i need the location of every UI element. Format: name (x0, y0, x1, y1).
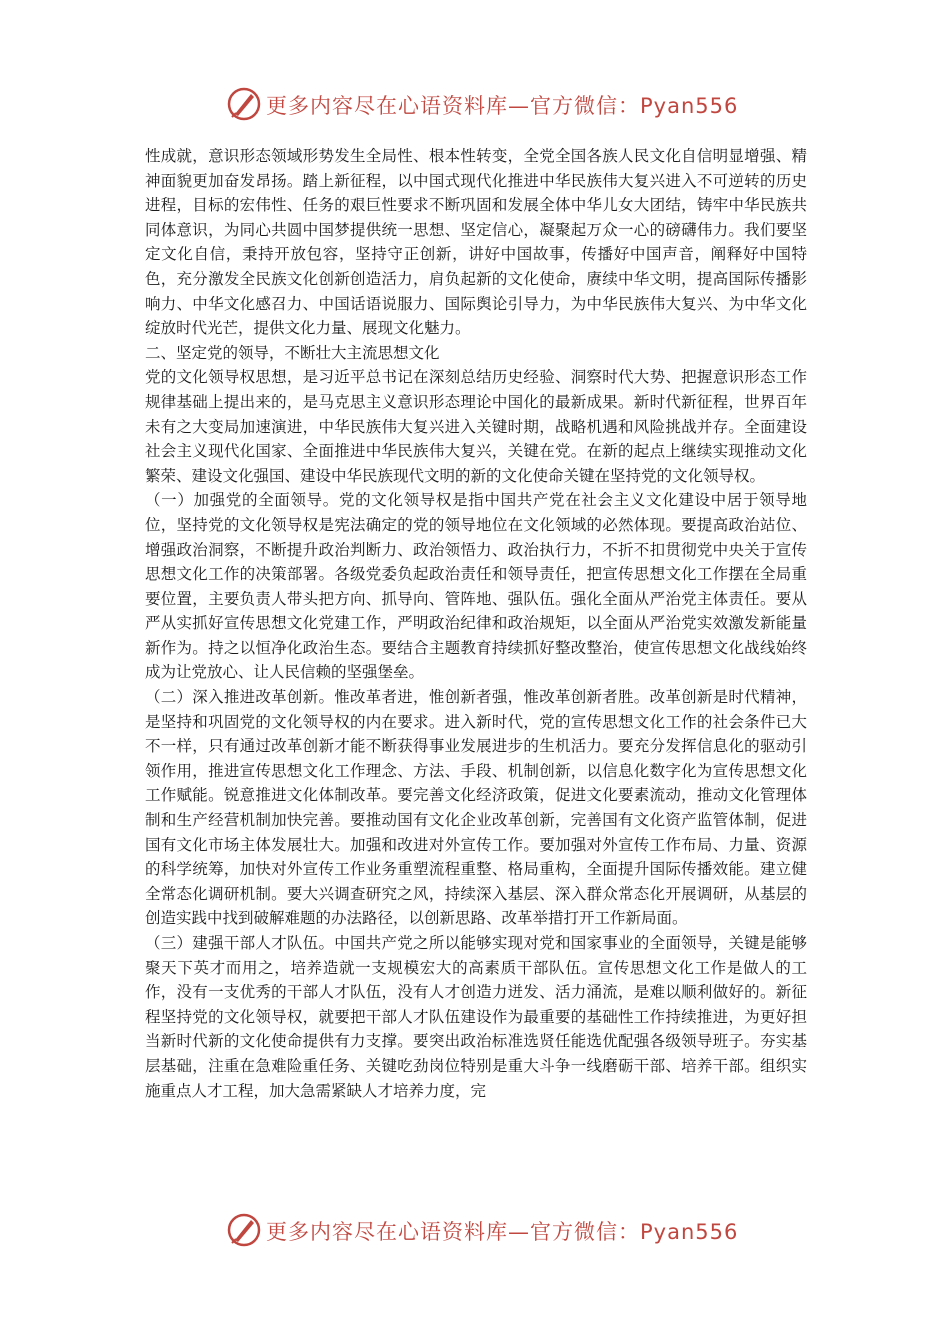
paragraph: 性成就，意识形态领域形势发生全局性、根本性转变，全党全国各族人民文化自信明显增强、精神面貌更加奋发昂扬。踏上新征程，以中国式现代化推进中华民族伟大复兴进入不可逆转的历史进程，目标的宏伟性、任务的艰巨性要求不断巩固和发展全体中华儿女大团结，铸牢中华民族共同体意识，为同心共圆中国梦提供统一思想、坚定信心，凝聚起万众一心的磅礴伟力。我们要坚定文化自信，秉持开放包容，坚持守正创新，讲好中国故事，传播好中国声音，阐释好中国特色，充分激发全民族文化创新创造活力，肩负起新的文化使命，赓续中华文明，提高国际传播影响力、中华文化感召力、中国话语说服力、国际舆论引导力，为中华民族伟大复兴、为中华文化绽放时代光芒，提供文化力量、展现文化魅力。 (145, 147, 807, 338)
document-body (145, 144, 807, 1103)
footer-watermark (0, 1208, 950, 1252)
paragraph: 党的文化领导权思想，是习近平总书记在深刻总结历史经验、洞察时代大势、把握意识形态工作规律基础上提出来的，是马克思主义意识形态理论中国化的最新成果。新时代新征程，世界百年未有之大变局加速演进，中华民族伟大复兴进入关键时期，战略机遇和风险挑战并存。全面建设社会主义现代化国家、全面推进中华民族伟大复兴，关键在党。在新的起点上继续实现推动文化繁荣、建设文化强国、建设中华民族现代文明的新的文化使命关键在坚持党的文化领导权。 (145, 368, 807, 485)
quill-logo-icon (226, 86, 262, 122)
quill-logo-icon (226, 1212, 262, 1248)
footer-watermark-text: 更多内容尽在心语资料库—官方微信：Pyan556 (266, 1220, 739, 1244)
paragraph: （三）建强干部人才队伍。中国共产党之所以能够实现对党和国家事业的全面领导，关键是能够聚天下英才而用之，培养造就一支规模宏大的高素质干部队伍。宣传思想文化工作是做人的工作，没有一支优秀的干部人才队伍，没有人才创造力迸发、活力涌流，是难以顺利做好的。新征程坚持党的文化领导权，就要把干部人才队伍建设作为最重要的基础性工作持续推进，为更好担当新时代新的文化使命提供有力支撑。要突出政治标准选贤任能选优配强各级领导班子。夯实基层基础，注重在急难险重任务、关键吃劲岗位特别是重大斗争一线磨砺干部、培养干部。组织实施重点人才工程，加大急需紧缺人才培养力度，完 (145, 934, 807, 1100)
header-watermark (0, 82, 950, 126)
section-heading: 二、坚定党的领导，不断壮大主流思想文化 (145, 343, 440, 362)
paragraph: （一）加强党的全面领导。党的文化领导权是指中国共产党在社会主义文化建设中居于领导地位，坚持党的文化领导权是宪法确定的党的领导地位在文化领域的必然体现。要提高政治站位、增强政治洞察，不断提升政治判断力、政治领悟力、政治执行力，不折不扣贯彻党中央关于宣传思想文化工作的决策部署。各级党委负起政治责任和领导责任，把宣传思想文化工作摆在全局重要位置，主要负责人带头把方向、抓导向、管阵地、强队伍。强化全面从严治党主体责任。要从严从实抓好宣传思想文化党建工作，严明政治纪律和政治规矩，以全面从严治党实效激发新能量新作为。持之以恒净化政治生态。要结合主题教育持续抓好整改整治，使宣传思想文化战线始终成为让党放心、让人民信赖的坚强堡垒。 (145, 491, 807, 682)
paragraph: （二）深入推进改革创新。惟改革者进，惟创新者强，惟改革创新者胜。改革创新是时代精神，是坚持和巩固党的文化领导权的内在要求。进入新时代，党的宣传思想文化工作的社会条件已大不一样，只有通过改革创新才能不断获得事业发展进步的生机活力。要充分发挥信息化的驱动引领作用，推进宣传思想文化工作理念、方法、手段、机制创新，以信息化数字化为宣传思想文化工作赋能。锐意推进文化体制改革。要完善文化经济政策，促进文化要素流动，推动文化管理体制和生产经营机制加快完善。要推动国有文化企业改革创新，完善国有文化资产监管体制，促进国有文化市场主体发展壮大。加强和改进对外宣传工作。要加强对外宣传工作布局、力量、资源的科学统筹，加快对外宣传工作业务重塑流程重整、格局重构，全面提升国际传播效能。建立健全常态化调研机制。要大兴调查研究之风，持续深入基层、深入群众常态化开展调研，从基层的创造实践中找到破解难题的办法路径，以创新思路、改革举措打开工作新局面。 (145, 688, 807, 928)
header-watermark-text: 更多内容尽在心语资料库—官方微信：Pyan556 (266, 94, 739, 118)
